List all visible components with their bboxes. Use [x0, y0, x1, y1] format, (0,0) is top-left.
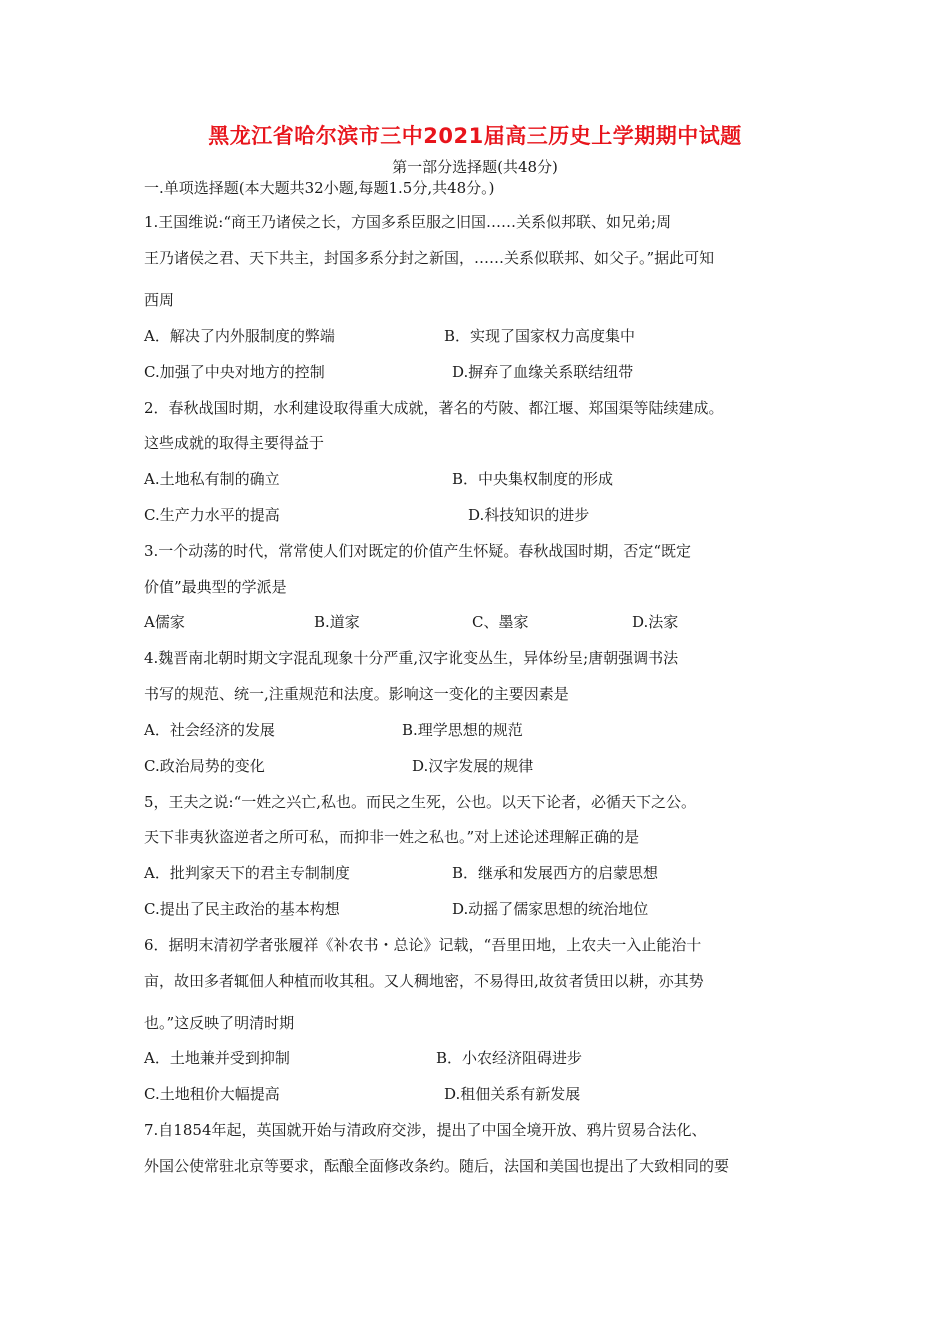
question-line: 外国公使常驻北京等要求，酝酿全面修改条约。随后，法国和美国也提出了大致相同的要: [144, 1157, 730, 1175]
option-c: C、墨家: [472, 613, 529, 631]
option-b: B．实现了国家权力高度集中: [444, 327, 636, 345]
option-d: D.科技知识的进步: [468, 506, 590, 524]
question-line: 6．据明末清初学者张履祥《补农书・总论》记载，“吾里田地，上农夫一入止能治十: [144, 936, 702, 954]
option-a: A儒家: [144, 613, 185, 631]
option-b: B．中央集权制度的形成: [452, 470, 614, 488]
question-line: 2．春秋战国时期，水利建设取得重大成就，著名的芍陂、都江堰、郑国渠等陆续建成。: [144, 399, 724, 417]
question-line: 1.王国维说:“商王乃诸侯之长，方国多系臣服之旧国……关系似邦联、如兄弟;周: [144, 213, 672, 231]
option-b: B.理学思想的规范: [402, 721, 523, 739]
question-line: 7.自1854年起，英国就开始与清政府交涉，提出了中国全境开放、鸦片贸易合法化、: [144, 1121, 707, 1139]
option-a: A．批判家天下的君主专制制度: [144, 864, 350, 882]
question-line: 这些成就的取得主要得益于: [144, 434, 325, 452]
question-line: 也。”这反映了明清时期: [144, 1014, 295, 1032]
question-line: 3.一个动荡的时代，常常使人们对既定的价值产生怀疑。春秋战国时期，否定“既定: [144, 542, 691, 560]
question-line: 书写的规范、统一,注重规范和法度。影响这一变化的主要因素是: [144, 685, 569, 703]
section-heading: 一.单项选择题(本大题共32小题,每题1.5分,共48分。): [144, 179, 495, 197]
option-c: C.生产力水平的提高: [144, 506, 280, 524]
question-line: 亩，故田多者辄佃人种植而收其租。又人稠地密，不易得田,故贫者赁田以耕，亦其势: [144, 972, 704, 990]
option-a: A．土地兼并受到抑制: [144, 1049, 290, 1067]
option-b: B．继承和发展西方的启蒙思想: [452, 864, 659, 882]
option-d: D.租佃关系有新发展: [444, 1085, 581, 1103]
option-c: C.加强了中央对地方的控制: [144, 363, 325, 381]
question-line: 王乃诸侯之君、天下共主，封国多系分封之新国，……关系似联邦、如父子。”据此可知: [144, 249, 715, 267]
option-d: D.摒弃了血缘关系联结纽带: [452, 363, 634, 381]
option-a: A.土地私有制的确立: [144, 470, 280, 488]
option-d: D.汉字发展的规律: [412, 757, 534, 775]
option-b: B.道家: [314, 613, 360, 631]
question-line: 4.魏晋南北朝时期文字混乱现象十分严重,汉字讹变丛生，异体纷呈;唐朝强调书法: [144, 649, 679, 667]
page-title: 黑龙江省哈尔滨市三中2021届高三历史上学期期中试题: [208, 124, 742, 148]
option-b: B．小农经济阻碍进步: [436, 1049, 583, 1067]
question-line: 5，王夫之说:“一姓之兴亡,私也。而民之生死，公也。以天下论者，必循天下之公。: [144, 793, 697, 811]
option-c: C.提出了民主政治的基本构想: [144, 900, 340, 918]
part-heading: 第一部分选择题(共48分): [392, 158, 558, 176]
option-a: A．社会经济的发展: [144, 721, 275, 739]
option-d: D.法家: [632, 613, 679, 631]
option-d: D.动摇了儒家思想的统治地位: [452, 900, 649, 918]
option-c: C.土地租价大幅提高: [144, 1085, 280, 1103]
question-line: 价值”最典型的学派是: [144, 578, 287, 596]
option-a: A．解决了内外服制度的弊端: [144, 327, 335, 345]
question-line: 天下非夷狄盗逆者之所可私，而抑非一姓之私也。”对上述论述理解正确的是: [144, 828, 640, 846]
option-c: C.政治局势的变化: [144, 757, 265, 775]
question-line: 西周: [144, 291, 175, 309]
